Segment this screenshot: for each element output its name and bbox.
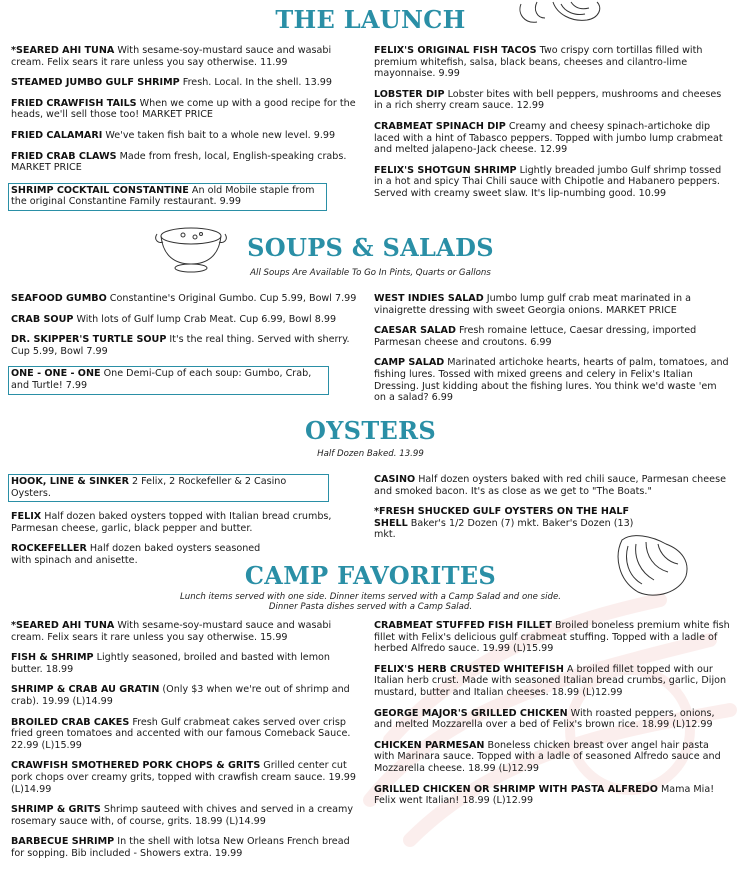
menu-item: [11, 652, 363, 675]
item-name: GEORGE MAJOR'S GRILLED CHICKEN: [374, 707, 568, 719]
item-description: With sesame-soy-mustard sauce and wasabi cream. Felix sears it rare unless you say otherwise. 15.99: [11, 620, 332, 643]
item-description: An old Mobile staple from the original Constantine Family restaurant. 9.99: [11, 184, 315, 208]
item-description: Made from fresh, local, English-speaking crabs. MARKET PRICE: [11, 150, 347, 174]
menu-item: [374, 45, 730, 80]
item-name: FELIX'S HERB CRUSTED WHITEFISH: [374, 663, 564, 675]
menu-item: [11, 314, 363, 326]
item-description: Lightly seasoned, broiled and basted with lemon butter. 18.99: [11, 652, 330, 675]
item-description: Constantine's Original Gumbo. Cup 5.99, Bowl 7.99: [106, 293, 357, 304]
item-name: FELIX: [11, 511, 42, 523]
menu-item: [374, 620, 730, 655]
item-description: One Demi-Cup of each soup: Gumbo, Crab, and Turtle! 7.99: [11, 368, 312, 391]
item-name: FELIX'S SHOTGUN SHRIMP: [374, 164, 517, 176]
item-description: A broiled fillet topped with our Italian herb crust. Made with seasoned Italian bread crumbs, garlic, Dijon mustard, butter and Italian cheeses. 18.99 (L)12.99: [374, 663, 727, 698]
item-description: Fresh. Local. In the shell. 13.99: [179, 77, 332, 89]
item-description: With roasted peppers, onions, and melted Mozzarella over a bed of Felix's brown rice. 18.99 (L)12.99: [374, 707, 715, 731]
menu-item: [11, 130, 363, 142]
item-name: GRILLED CHICKEN OR SHRIMP WITH PASTA ALFREDO: [374, 783, 658, 795]
menu-item: [11, 760, 363, 795]
camp-right-column: [374, 620, 730, 816]
section-subtitle-2: Dinner Pasta dishes served with a Camp Salad.: [268, 602, 473, 612]
menu-item: [11, 684, 363, 707]
item-description: Lobster bites with bell peppers, mushrooms and cheeses in a rich sherry cream sauce. 12.99: [374, 88, 722, 112]
menu-item: [11, 334, 363, 357]
menu-item: [11, 98, 363, 121]
menu-item: [11, 151, 363, 174]
menu-item: [11, 804, 363, 827]
item-description: Marinated artichoke hearts, hearts of palm, tomatoes, and fishing lures. Tossed with mixed greens and celery in Felix's Italian Dressing. Just kidding about the fishing lures. You think we'd waste 'em on a salad? 6.99: [374, 357, 729, 404]
item-name: CAMP SALAD: [374, 357, 445, 369]
launch-left-column: [11, 45, 363, 220]
item-name: *SEARED AHI TUNA: [11, 620, 115, 631]
item-name: HOOK, LINE & SINKER: [11, 476, 129, 487]
item-description: Boneless chicken breast over angel hair pasta with Marinara sauce. Topped with a ladle of seasoned Alfredo sauce and Mozzarella cheese. 18.99 (L)12.99: [374, 739, 721, 774]
item-name: CRABMEAT SPINACH DIP: [374, 120, 506, 132]
section-title-oysters: OYSTERS: [305, 416, 436, 445]
item-description: Fresh romaine lettuce, Caesar dressing, imported Parmesan cheese and croutons. 6.99: [374, 325, 697, 348]
menu-item: [374, 664, 730, 699]
item-name: FRIED CRAWFISH TAILS: [11, 97, 137, 109]
camp-left-column: [11, 620, 363, 869]
item-description: Grilled center cut pork chops over creamy grits, topped with crawfish cream sauce. 19.99 (L)14.99: [11, 760, 356, 795]
item-description: Broiled boneless premium white fish fillet with Felix's delicious gulf crabmeat stuffing. Topped with a ladle of herbed Alfredo sauce. 19.99 (L)15.99: [374, 620, 730, 655]
item-description: In the shell with lotsa New Orleans French bread for sopping. Bib included - Showers extra. 19.99: [11, 836, 350, 859]
menu-item: [11, 293, 363, 305]
menu-item: [11, 77, 363, 89]
menu-item: [374, 506, 644, 541]
shrimp-icon: [515, 0, 605, 26]
item-description: Shrimp sauteed with chives and served in a creamy rosemary sauce with, of course, grits. 18.99 (L)14.99: [11, 804, 354, 827]
item-name: ONE - ONE - ONE: [11, 368, 101, 380]
item-name: WEST INDIES SALAD: [374, 293, 484, 304]
item-name: STEAMED JUMBO GULF SHRIMP: [11, 77, 180, 89]
menu-item: [374, 784, 730, 807]
item-name: SHRIMP & CRAB AU GRATIN: [11, 684, 160, 696]
item-description: Baker's 1/2 Dozen (7) mkt. Baker's Dozen (13) mkt.: [374, 517, 634, 541]
section-subtitle: Half Dozen Baked. 13.99: [317, 449, 424, 459]
item-name: CRAB SOUP: [11, 313, 74, 325]
item-name: SEAFOOD GUMBO: [11, 293, 107, 304]
item-description: Creamy and cheesy spinach-artichoke dip laced with a hint of Tabasco peppers. Topped with jumbo lump crabmeat and melted jalapeno-Jack cheese. 12.99: [374, 120, 723, 156]
item-description: Fresh Gulf crabmeat cakes served over crisp fried green tomatoes and accented with our famous Comeback Sauce. 22.99 (L)15.99: [11, 716, 351, 751]
item-name: CRABMEAT STUFFED FISH FILLET: [374, 620, 552, 631]
menu-item: [374, 165, 730, 200]
item-name: BROILED CRAB CAKES: [11, 716, 130, 728]
item-description: Half dozen oysters baked with red chili sauce, Parmesan cheese and smoked bacon. It's as close as we get to "The Boats.": [374, 474, 726, 497]
section-title-soups-salads: SOUPS & SALADS: [247, 233, 494, 262]
item-name: SHRIMP COCKTAIL CONSTANTINE: [11, 184, 189, 196]
item-name: LOBSTER DIP: [374, 88, 445, 100]
featured-menu-item: [8, 183, 327, 211]
item-name: FELIX'S ORIGINAL FISH TACOS: [374, 45, 537, 56]
featured-menu-item: [8, 474, 329, 502]
menu-item: [374, 325, 730, 348]
item-name: ROCKEFELLER: [11, 543, 87, 555]
item-name: SHRIMP & GRITS: [11, 804, 101, 816]
item-description: We've taken fish bait to a whole new level. 9.99: [102, 129, 336, 141]
menu-item: [11, 45, 363, 68]
item-name: *FRESH SHUCKED GULF OYSTERS ON THE HALF SHELL: [374, 506, 630, 529]
item-description: When we come up with a good recipe for the heads, we'll sell those too! MARKET PRICE: [11, 97, 356, 121]
item-description: Jumbo lump gulf crab meat marinated in a vinaigrette dressing with sweet Georgia onions. MARKET PRICE: [374, 293, 691, 316]
item-name: FRIED CALAMARI: [11, 129, 103, 141]
item-name: CAESAR SALAD: [374, 325, 456, 337]
item-description: Half dozen baked oysters seasoned with spinach and anisette.: [11, 543, 261, 566]
item-description: (Only $3 when we're out of shrimp and crab). 19.99 (L)14.99: [11, 684, 350, 707]
section-subtitle-1: Lunch items served with one side. Dinner items served with a Camp Salad and one side.: [179, 592, 562, 602]
section-title-camp-favorites: CAMP FAVORITES: [244, 561, 497, 590]
item-name: CRAWFISH SMOTHERED PORK CHOPS & GRITS: [11, 760, 261, 772]
item-name: DR. SKIPPER'S TURTLE SOUP: [11, 334, 167, 346]
item-description: Two crispy corn tortillas filled with premium whitefish, salsa, black beans, cheeses and cilantro-lime mayonnaise. 9.99: [374, 45, 703, 80]
item-description: Lightly breaded jumbo Gulf shrimp tossed in a hot and spicy Thai Chili sauce with Chipotle and Habanero peppers. Served with creamy sweet slaw. It's lip-numbing good. 10.99: [374, 164, 722, 199]
menu-item: [374, 708, 730, 731]
menu-item: [374, 293, 730, 316]
section-title-the-launch: THE LAUNCH: [275, 5, 466, 34]
item-name: BARBECUE SHRIMP: [11, 836, 115, 848]
item-name: CASINO: [374, 474, 416, 485]
item-description: With sesame-soy-mustard sauce and wasabi cream. Felix sears it rare unless you say otherwise. 11.99: [11, 45, 332, 68]
item-name: *SEARED AHI TUNA: [11, 45, 115, 56]
menu-item: [374, 740, 730, 775]
item-description: Half dozen baked oysters topped with Italian bread crumbs, Parmesan cheese, garlic, black pepper and butter.: [11, 511, 332, 534]
item-name: FRIED CRAB CLAWS: [11, 150, 117, 162]
menu-item: [374, 121, 730, 156]
menu-item: [374, 89, 730, 112]
launch-right-column: [374, 45, 730, 209]
item-description: Mama Mia! Felix went Italian! 18.99 (L)12.99: [374, 783, 715, 807]
section-subtitle: All Soups Are Available To Go In Pints, Quarts or Gallons: [250, 268, 491, 278]
menu-item: [374, 474, 730, 497]
menu-item: [11, 511, 363, 534]
soups-left-column: [11, 293, 363, 404]
item-name: CHICKEN PARMESAN: [374, 739, 485, 751]
menu-item: [11, 620, 363, 643]
menu-item: [374, 357, 730, 403]
menu-item: [11, 717, 363, 752]
item-name: FISH & SHRIMP: [11, 652, 94, 664]
item-description: With lots of Gulf lump Crab Meat. Cup 6.99, Bowl 8.99: [73, 313, 337, 325]
item-description: It's the real thing. Served with sherry. Cup 5.99, Bowl 7.99: [11, 334, 350, 357]
menu-item: [11, 836, 363, 859]
item-description: 2 Felix, 2 Rockefeller & 2 Casino Oysters.: [11, 476, 287, 499]
featured-menu-item: [8, 366, 329, 394]
soups-right-column: [374, 293, 730, 413]
